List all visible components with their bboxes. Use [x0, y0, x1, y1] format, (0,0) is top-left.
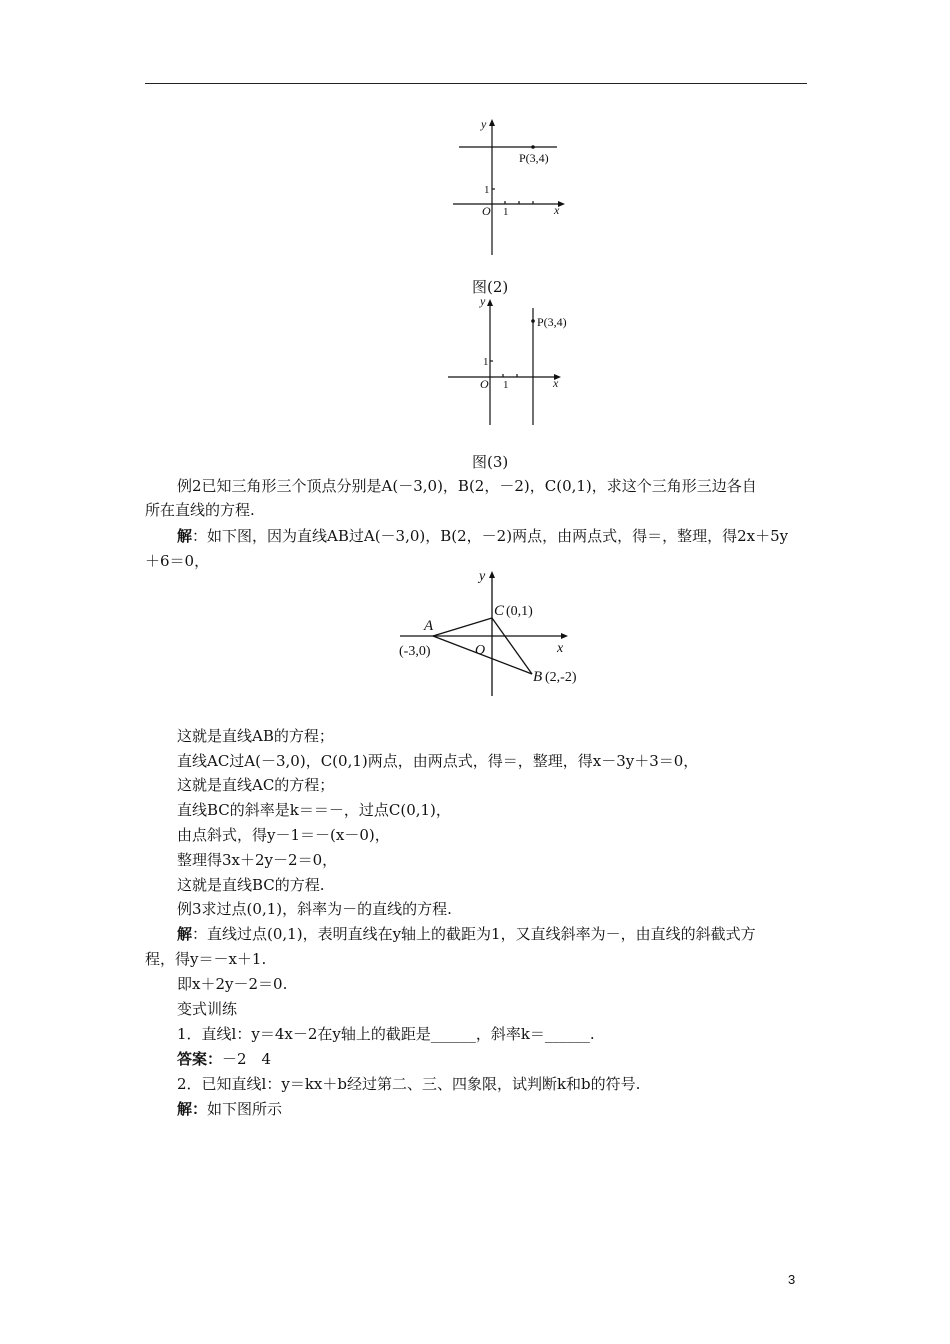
- y-axis-label: y: [480, 294, 486, 308]
- variant-training-heading: 变式训练: [177, 1000, 238, 1018]
- page-number: 3: [788, 1272, 796, 1287]
- vertex-b-label: B: [533, 669, 543, 685]
- paragraph-bc-slope: 直线BC的斜率是k＝＝－，过点C(0,1)，: [177, 801, 451, 819]
- paragraph-bc-equation: 这就是直线BC的方程.: [177, 876, 325, 894]
- paragraph-simplify: 整理得3x＋2y－2＝0，: [177, 851, 338, 869]
- paragraph-ab-equation: 这就是直线AB的方程；: [177, 727, 334, 745]
- solution-3-line-1: [177, 924, 756, 944]
- solution-3-line-3: 即x＋2y－2＝0.: [177, 975, 288, 993]
- question-2: 2．已知直线l：y＝kx＋b经过第二、三、四象限，试判断k和b的符号.: [177, 1075, 641, 1093]
- side-ac: [433, 618, 492, 636]
- origin-label: O: [475, 643, 486, 658]
- example-3: 例3求过点(0,1)，斜率为－的直线的方程.: [177, 900, 452, 918]
- unit-y-label: 1: [483, 356, 489, 368]
- vertex-c-coord: (0,1): [506, 604, 533, 619]
- answer-1: [177, 1049, 271, 1069]
- vertex-a-coord: (-3,0): [399, 644, 431, 659]
- solution-3-text: ：直线过点(0,1)，表明直线在y轴上的截距为1，又直线斜率为－，由直线的斜截式方: [192, 925, 756, 943]
- figure-2-caption: 图(2): [472, 278, 509, 296]
- point-p-label: P(3,4): [537, 315, 567, 329]
- question-1: 1．直线l：y＝4x－2在y轴上的截距是______，斜率k＝______.: [177, 1025, 595, 1043]
- solution-label: 解: [177, 925, 193, 943]
- header-rule: [145, 83, 807, 84]
- unit-y-label: 1: [484, 184, 490, 196]
- triangle-figure: [395, 568, 595, 698]
- vertex-c-label: C: [494, 603, 505, 619]
- side-bc: [492, 618, 532, 674]
- solution-1-text: ：如下图，因为直线AB过A(－3,0)，B(2，－2)两点，由两点式，得＝，整理，得2x＋5y: [192, 527, 789, 545]
- figure-3: [440, 290, 570, 430]
- unit-x-label: 1: [503, 206, 509, 218]
- point-p: [531, 145, 535, 149]
- y-axis-label: y: [479, 569, 486, 584]
- solution-4: [177, 1099, 282, 1119]
- unit-x-label: 1: [503, 379, 509, 391]
- figure-3-caption: 图(3): [472, 453, 509, 471]
- example-2-line-2: 所在直线的方程.: [145, 501, 255, 519]
- solution-4-label: 解：: [177, 1100, 208, 1118]
- origin-label: O: [482, 204, 491, 218]
- answer-value: －2 4: [222, 1050, 272, 1068]
- origin-label: O: [480, 377, 489, 391]
- solution-4-text: 如下图所示: [207, 1100, 283, 1118]
- x-axis-label: x: [554, 203, 560, 217]
- paragraph-ac-line: 直线AC过A(－3,0)，C(0,1)两点，由两点式，得＝，整理，得x－3y＋3＝0，: [177, 752, 699, 770]
- figure-2: [445, 115, 575, 260]
- solution-1-line-2: ＋6＝0，: [145, 552, 210, 570]
- paragraph-point-slope: 由点斜式，得y－1＝－(x－0)，: [177, 826, 390, 844]
- solution-label: 解: [177, 527, 193, 545]
- point-p-label: P(3,4): [519, 151, 549, 165]
- answer-label: 答案：: [177, 1050, 223, 1068]
- point-p: [531, 319, 535, 323]
- x-axis-label: x: [557, 641, 564, 656]
- vertex-b-coord: (2,-2): [545, 670, 577, 685]
- example-2-line-1: 例2已知三角形三个顶点分别是A(－3,0)，B(2，－2)，C(0,1)，求这个三角形三边各自: [177, 477, 757, 495]
- vertex-a-label: A: [424, 618, 434, 634]
- solution-1-line-1: [177, 526, 788, 546]
- paragraph-ac-equation: 这就是直线AC的方程；: [177, 776, 335, 794]
- y-axis-label: y: [481, 117, 487, 131]
- solution-3-line-2: 程，得y＝－x＋1.: [145, 950, 267, 968]
- x-axis-label: x: [553, 376, 559, 390]
